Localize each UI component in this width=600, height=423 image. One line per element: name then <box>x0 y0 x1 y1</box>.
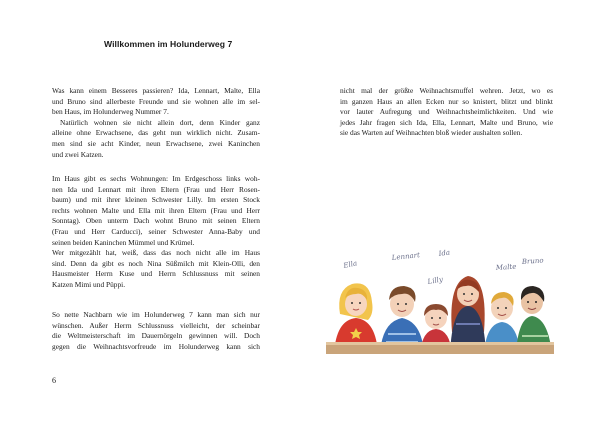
text-line: im ganzen Haus an allen Ecken nur so knistert, blitzt und blinkt <box>340 96 553 106</box>
text-line: men sind sie acht Kinder, neun Erwachsene, zwei Kaninchen <box>52 138 260 148</box>
text-line: nen Ida und Lennart mit ihren Eltern (Frau und Herr Rosen- <box>52 184 260 194</box>
text-line: So nette Nachbarn wie im Holunderweg 7 kann man sich nur <box>52 310 260 319</box>
text-line: die Weltmeisterschaft im Dauernörgeln gewinnen will. Doch <box>52 331 260 341</box>
text-line: jedes Jahr fragen sich Ida, Ella, Lennart, Malte und Bruno, wie <box>340 117 553 127</box>
right-page <box>300 0 600 423</box>
text-line: sie das Warten auf Weihnachten bloß wieder aushalten sollen. <box>340 128 523 138</box>
text-line: seinen beiden Kaninchen Mümmel und Krümel. <box>52 237 195 247</box>
text-line: Sonntag). Oben unterm Dach wohnt Bruno mit seinen Eltern <box>52 216 260 226</box>
page-number: 6 <box>52 376 56 385</box>
label-malte: Malte <box>495 262 517 272</box>
text-line: alleine ohne Erwachsene, das geht nun wirklich nicht. Zusam- <box>52 128 260 138</box>
paragraph-intro <box>52 86 260 160</box>
label-lilly: Lilly <box>426 275 444 286</box>
text-line: Katzen Mimi und Püppi. <box>52 279 126 289</box>
label-lennart: Lennart <box>391 251 421 262</box>
text-line: baum) und mit ihrer kleinen Schwester Lilly. Im ersten Stock <box>52 195 260 205</box>
text-line: rechts wohnen Malte und Ella mit ihren Eltern (Frau und Herr <box>52 205 260 215</box>
text-line: sind. Denn da gibt es noch Nina Süßmilch mit Klein-Olli, den <box>52 258 260 268</box>
text-line: Wer mitgezählt hat, weiß, dass das noch nicht alle im Haus <box>52 248 260 258</box>
text-line: und Bruno sind allerbeste Freunde und sie wohnen alle im sel- <box>52 96 260 106</box>
text-line: Hausmeister Herrn Kuse und Herrn Schlussnuss mit seinen <box>52 269 260 279</box>
paragraph-continuation <box>340 86 553 139</box>
text-line: Natürlich wohnen sie nicht allein dort, denn Kinder ganz <box>60 117 260 127</box>
text-line: wünschen. Außer Herrn Schlussnuss vielleicht, der scheinbar <box>52 320 260 330</box>
text-line: gegen die Weihnachtsvorfreude im Holunderweg kann sich <box>52 341 260 351</box>
label-ella: Ella <box>342 259 358 270</box>
children-drawing <box>326 246 554 354</box>
text-line: Was kann einem Besseres passieren? Ida, Lennart, Malte, Ella <box>52 86 260 95</box>
paragraph-apartments <box>52 174 260 291</box>
text-line: ben Haus, im Holunderweg Nummer 7. <box>52 107 169 117</box>
label-bruno: Bruno <box>521 256 544 266</box>
children-illustration <box>326 246 554 354</box>
text-line: nicht mal der größte Weihnachtsmuffel wehren. Jetzt, wo es <box>340 86 553 95</box>
chapter-title: Willkommen im Holunderweg 7 <box>104 39 233 49</box>
text-line: (Frau und Herr Carducci), seiner Schwester Anna-Baby und <box>52 226 260 236</box>
label-ida: Ida <box>438 248 451 258</box>
text-line: Im Haus gibt es sechs Wohnungen: Im Erdgeschoss links woh- <box>52 174 260 183</box>
text-line: vor lauter Aufregung und Weihnachtsheimlichkeiten. Und wie <box>340 107 553 117</box>
paragraph-neighbours <box>52 310 260 352</box>
text-line: und zwei Katzen. <box>52 149 104 159</box>
